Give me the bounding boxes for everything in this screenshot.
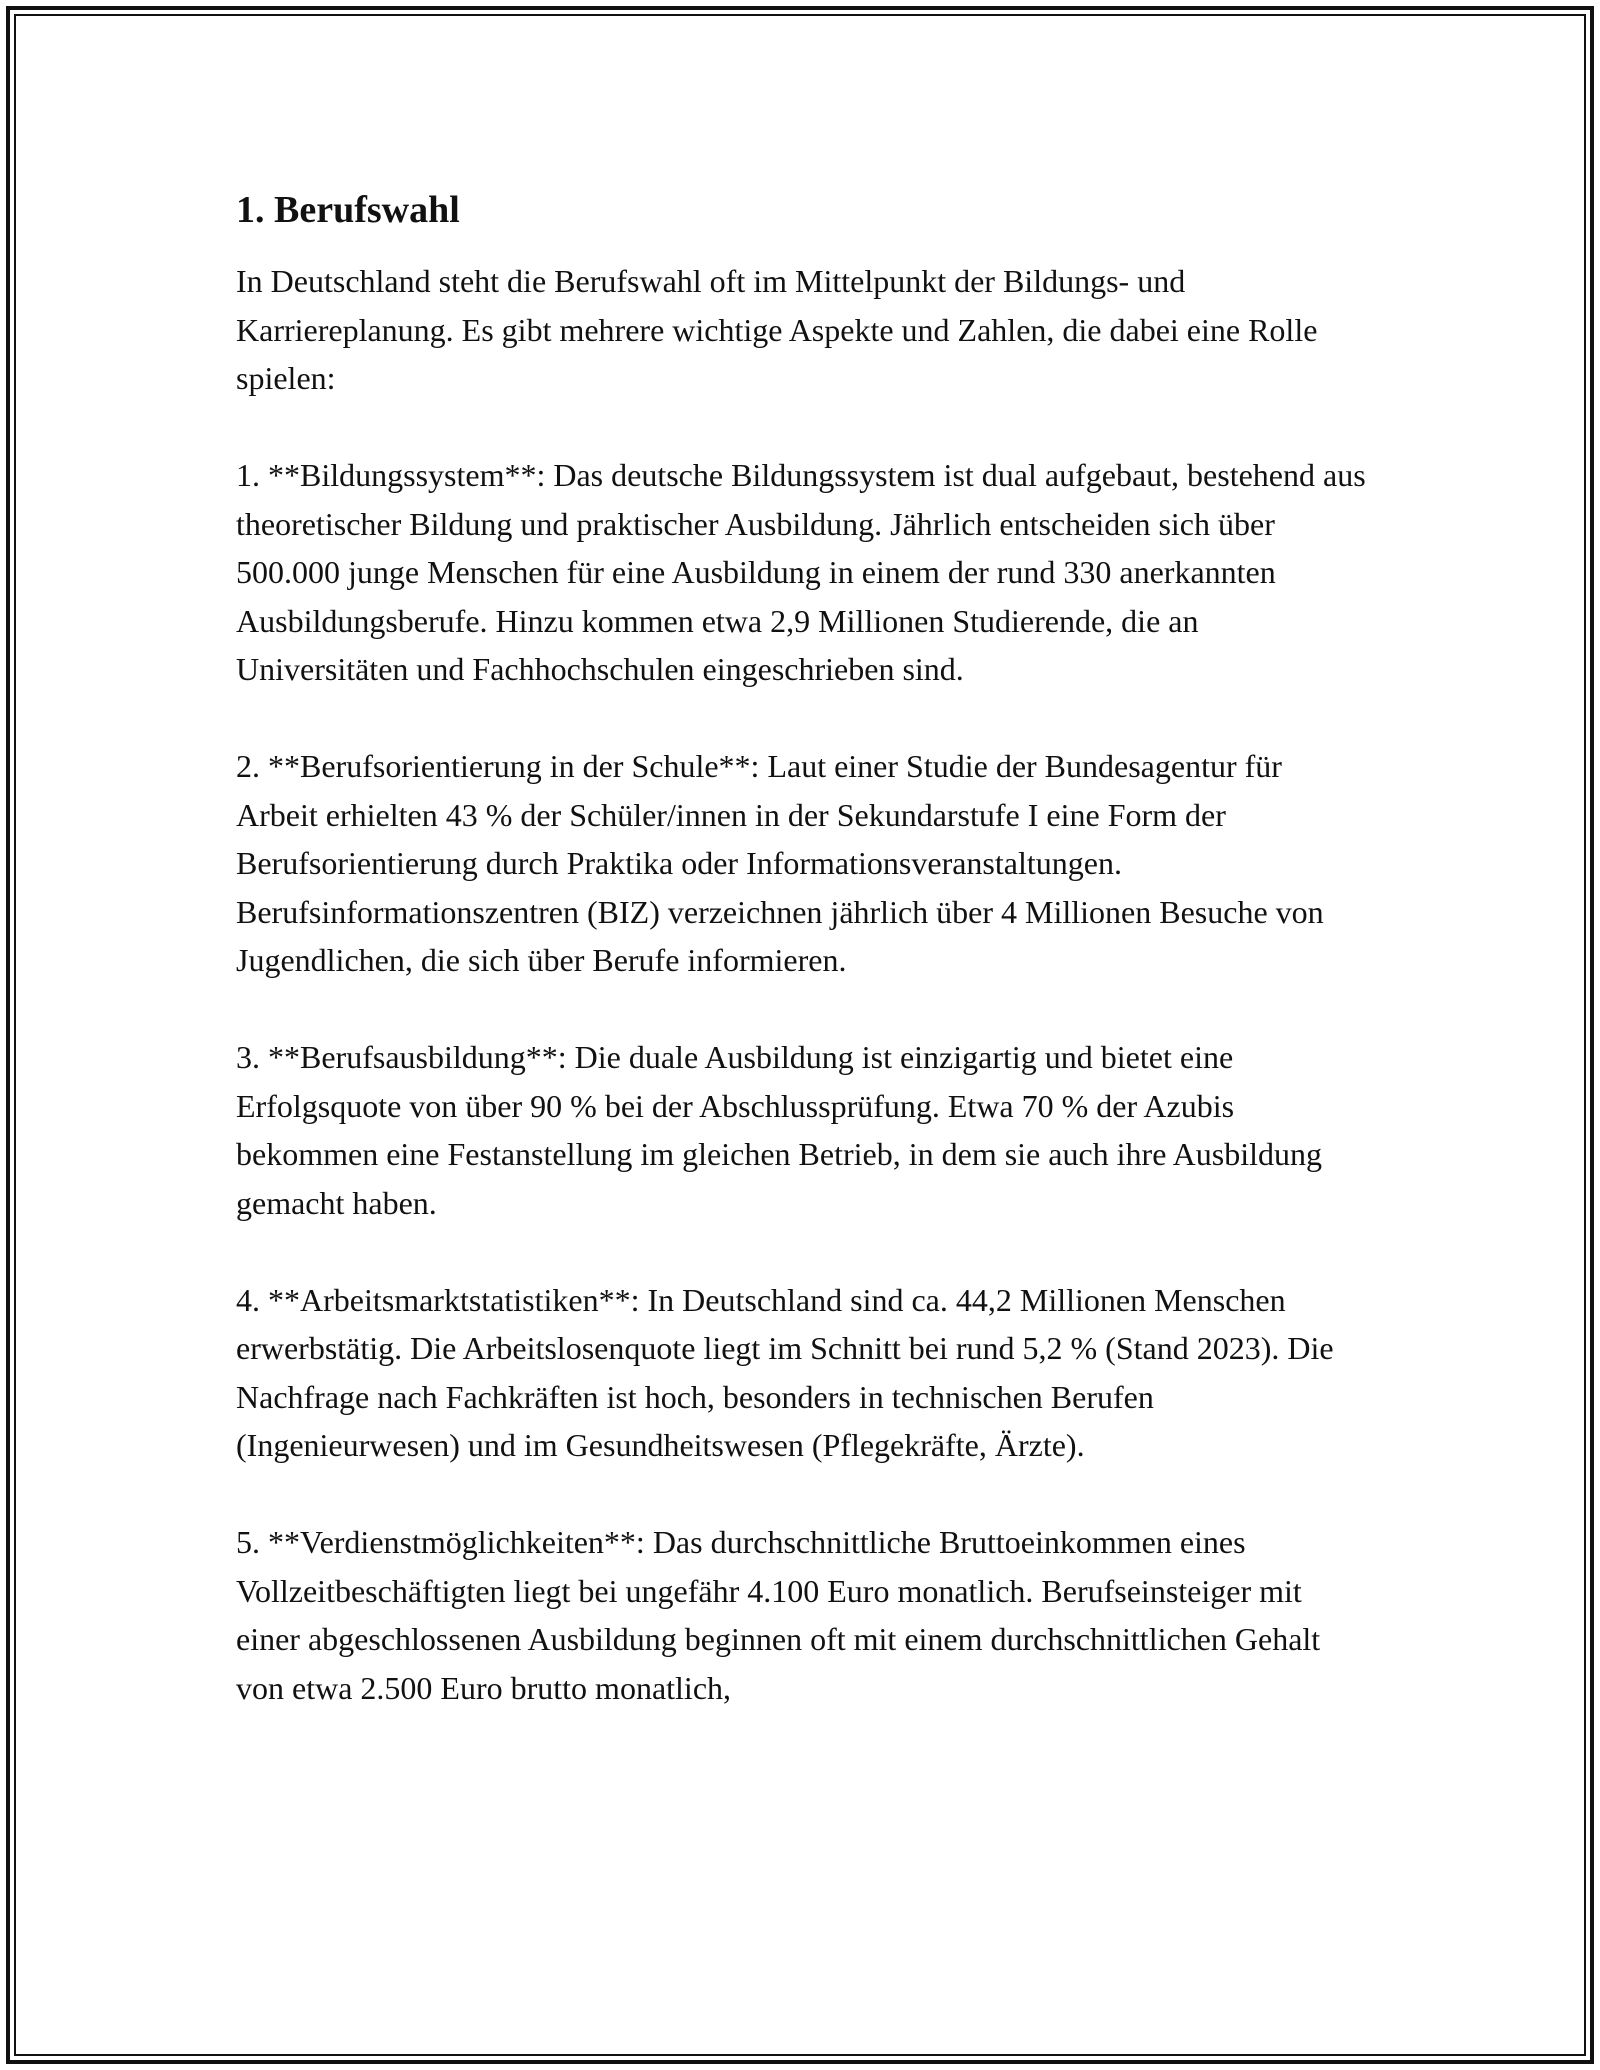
paragraph-berufsausbildung: 3. **Berufsausbildung**: Die duale Ausbildung ist einzigartig und bietet eine Erfolgsquote von über 90 % bei der Abschlussprüfung. Etwa 70 % der Azubis bekommen eine Festanstellung im gleichen Betrieb, in dem sie auch ihre Ausbildung gemacht haben.: [236, 1039, 1322, 1221]
paragraph-verdienstmoeglichkeiten: 5. **Verdienstmöglichkeiten**: Das durchschnittliche Bruttoeinkommen eines Vollzeitbeschäftigten liegt bei ungefähr 4.100 Euro monatlich. Berufseinsteiger mit einer abgeschlossenen Ausbildung beginnen oft mit einem durchschnittlichen Gehalt von etwa 2.500 Euro brutto monatlich,: [236, 1524, 1321, 1706]
paragraph-bildungssystem: 1. **Bildungssystem**: Das deutsche Bildungssystem ist dual aufgebaut, bestehend aus theoretischer Bildung und praktischer Ausbildung. Jährlich entscheiden sich über 500.000 junge Menschen für eine Ausbildung in einem der rund 330 anerkannten Ausbildungsberufe. Hinzu kommen etwa 2,9 Millionen Studierende, die an Universitäten und Fachhochschulen eingeschrieben sind.: [236, 457, 1366, 688]
paragraph-berufsorientierung: 2. **Berufsorientierung in der Schule**: Laut einer Studie der Bundesagentur für Arbeit erhielten 43 % der Schüler/innen in der Sekundarstufe I eine Form der Berufsorientierung durch Praktika oder Informationsveranstaltungen. Berufsinformationszentren (BIZ) verzeichnen jährlich über 4 Millionen Besuche von Jugendlichen, die sich über Berufe informieren.: [236, 748, 1324, 979]
document-body: [236, 186, 1366, 1761]
intro-paragraph: In Deutschland steht die Berufswahl oft im Mittelpunkt der Bildungs- und Karriereplanung. Es gibt mehrere wichtige Aspekte und Zahlen, die dabei eine Rolle spielen:: [236, 263, 1318, 397]
section-heading: 1. Berufswahl: [236, 189, 460, 231]
paragraph-arbeitsmarktstatistiken: 4. **Arbeitsmarktstatistiken**: In Deutschland sind ca. 44,2 Millionen Menschen erwerbstätig. Die Arbeitslosenquote liegt im Schnitt bei rund 5,2 % (Stand 2023). Die Nachfrage nach Fachkräften ist hoch, besonders in technischen Berufen (Ingenieurwesen) und im Gesundheitswesen (Pflegekräfte, Ärzte).: [236, 1281, 1334, 1464]
